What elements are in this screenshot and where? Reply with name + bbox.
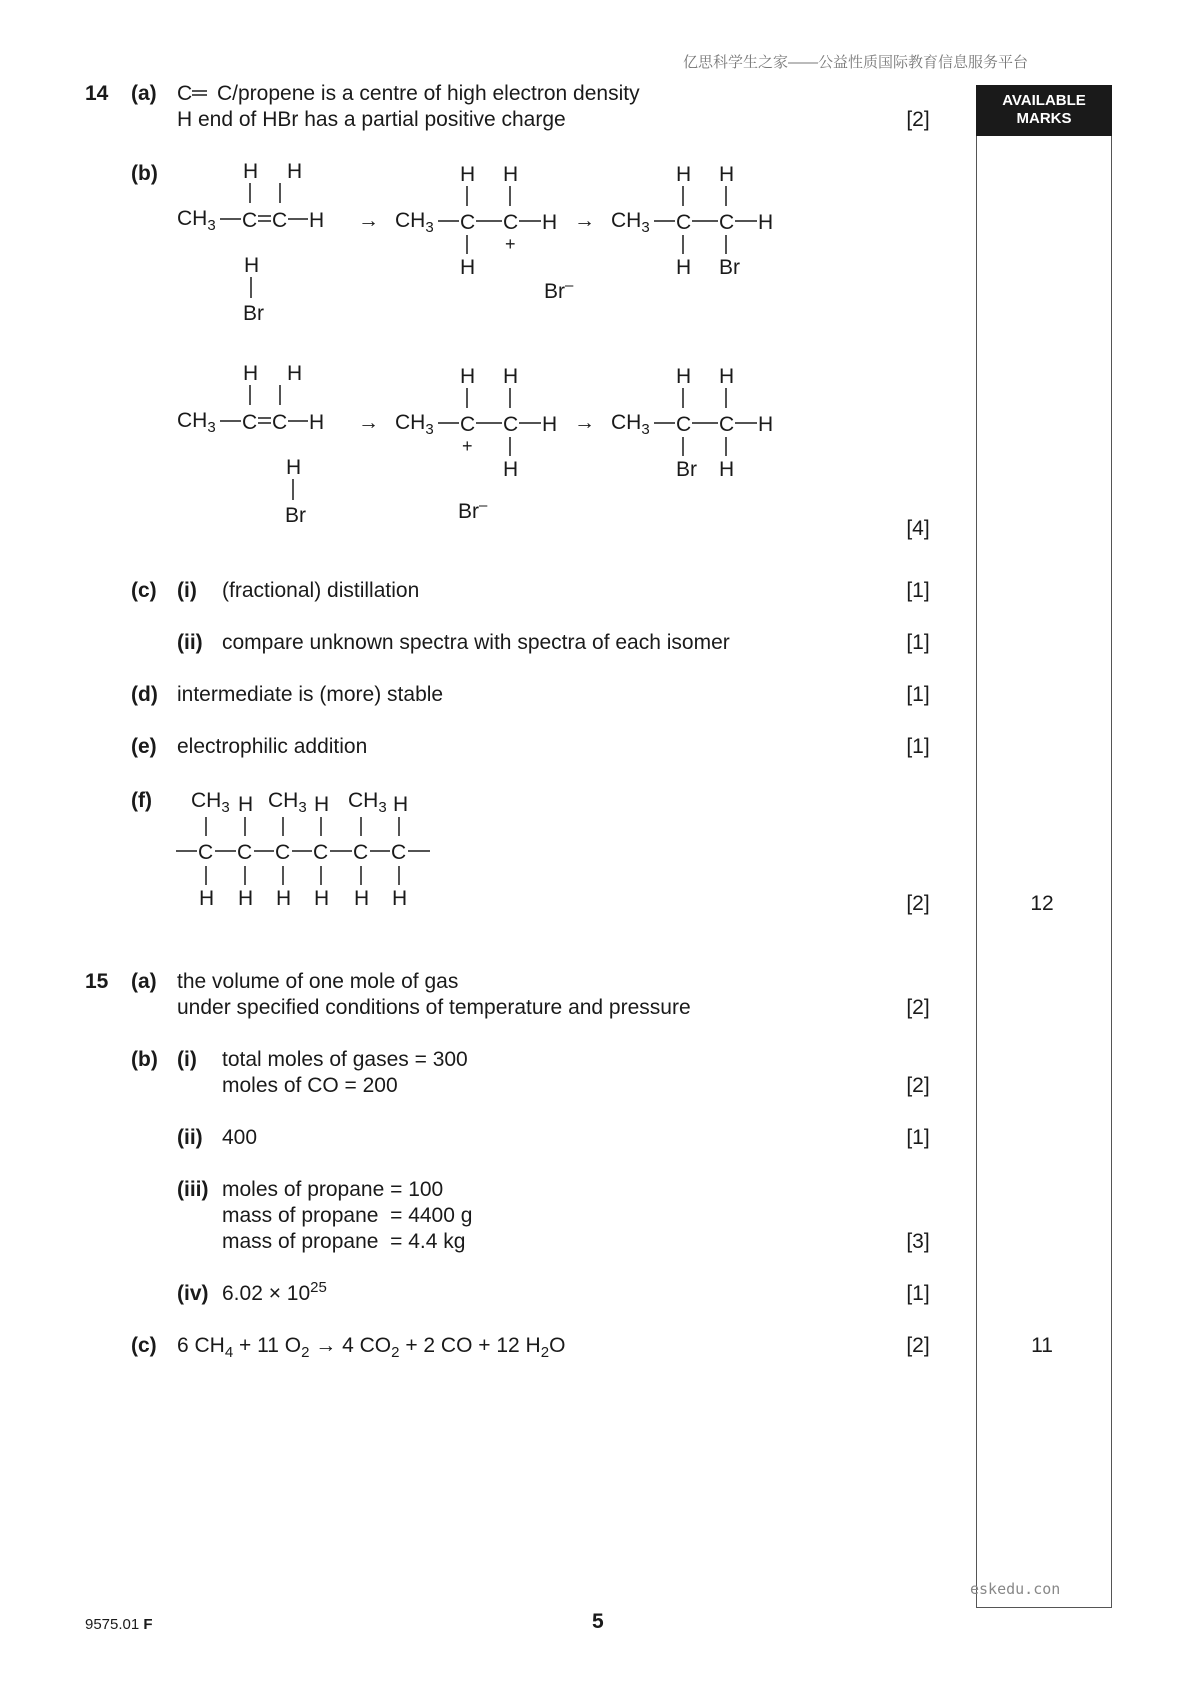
available-marks-column: [976, 85, 1112, 1608]
m2-int-h-right: H: [542, 413, 558, 436]
m1-h-top-1: H: [243, 160, 259, 183]
q14f-label: (f): [131, 789, 152, 812]
m2-prod-c-b: C: [719, 413, 735, 436]
poly-h-bottom-3: H: [276, 887, 292, 910]
q14d-label: (d): [131, 683, 158, 706]
q15b-iii-mark: [3]: [906, 1230, 930, 1253]
m1-int-h-top-2: H: [503, 163, 519, 186]
m2-c-a: C: [242, 411, 258, 434]
poly-c3: C: [275, 841, 291, 864]
m2-h-top-1: H: [243, 362, 259, 385]
m1-int-c-b: C: [503, 211, 519, 234]
available-marks-header-line1: AVAILABLE: [1002, 92, 1086, 109]
q15b-iii-line1: moles of propane = 100: [222, 1178, 444, 1201]
m1-prod-h-top-2: H: [719, 163, 735, 186]
q14a-label: (a): [131, 82, 157, 105]
poly-h-top-2: H: [238, 793, 254, 816]
m2-prod-h-bottom: H: [719, 458, 735, 481]
m2-arrow-1: →: [358, 411, 379, 434]
footer-paper-code: 9575.01 F: [85, 1616, 153, 1633]
double-bond-left-c: C: [177, 83, 193, 103]
poly-ch3-1: $CH_3$: [191, 789, 230, 816]
q14a-line1-text: C/propene is a centre of high electron density: [217, 82, 640, 105]
m2-h-top-2: H: [287, 362, 303, 385]
poly-c5: C: [353, 841, 369, 864]
m1-hbr-h: H: [244, 254, 260, 277]
poly-h-bottom-5: H: [354, 887, 370, 910]
m1-prod-br: Br: [719, 256, 740, 279]
q15a-mark: [2]: [906, 996, 930, 1019]
m2-prod-h-top-2: H: [719, 365, 735, 388]
m1-ch3-3: $CH_3$: [611, 209, 650, 236]
q15-total-marks: 11: [1031, 1334, 1053, 1357]
q15b-iv-text: [222, 1281, 327, 1307]
q14e-label: (e): [131, 735, 157, 758]
q14b-mechanism-1: [170, 150, 790, 320]
q15b-iv-mark: [1]: [906, 1282, 930, 1305]
q14b-mechanism-2: [170, 352, 790, 527]
poly-h-bottom-2: H: [238, 887, 254, 910]
q14f-mark: [2]: [906, 892, 930, 915]
m1-hbr-br: Br: [243, 302, 264, 320]
question-15-number: 15: [85, 970, 109, 993]
m2-c-b: C: [272, 411, 288, 434]
m2-hbr-h: H: [286, 456, 302, 479]
q14e-mark: [1]: [906, 735, 930, 758]
poly-h-bottom-6: H: [392, 887, 408, 910]
poly-c6: C: [391, 841, 407, 864]
q15a-label: (a): [131, 970, 157, 993]
m2-hbr-br: Br: [285, 504, 306, 527]
q15a-line2: under specified conditions of temperature and pressure: [177, 996, 691, 1019]
m1-h-top-2: H: [287, 160, 303, 183]
m2-int-c-b: C: [503, 413, 519, 436]
q15b-label: (b): [131, 1048, 158, 1071]
m2-prod-h-right: H: [758, 413, 774, 436]
poly-h-top-4: H: [314, 793, 330, 816]
q15b-iv-base: 6.02 × 10: [222, 1282, 311, 1305]
q14d-mark: [1]: [906, 683, 930, 706]
m2-int-h-bottom: H: [503, 458, 519, 481]
m2-int-c-a: C: [460, 413, 476, 436]
m2-h-right-1: H: [309, 411, 325, 434]
q15b-iv-exponent: 25: [310, 1279, 327, 1296]
q15b-iii-line2: mass of propane = 4400 g: [222, 1204, 473, 1227]
poly-ch3-3: $CH_3$: [268, 789, 307, 816]
q15b-ii-mark: [1]: [906, 1126, 930, 1149]
q14b-label: (b): [131, 162, 158, 185]
m1-arrow-2: →: [574, 209, 595, 232]
q15b-i-line2: moles of CO = 200: [222, 1074, 398, 1097]
q15b-iii-line3: mass of propane = 4.4 kg: [222, 1230, 466, 1253]
q14e-text: electrophilic addition: [177, 735, 368, 758]
m1-arrow-1: →: [358, 209, 379, 232]
q15b-iv-label: (iv): [177, 1282, 209, 1305]
m2-int-h-top-1: H: [460, 365, 476, 388]
poly-c2: C: [237, 841, 253, 864]
q15b-i-label: (i): [177, 1048, 197, 1071]
q15c-label: (c): [131, 1334, 157, 1357]
poly-h-bottom-4: H: [314, 887, 330, 910]
q14c-label: (c): [131, 579, 157, 602]
q14d-text: intermediate is (more) stable: [177, 683, 444, 706]
m1-c-b: C: [272, 209, 288, 232]
q14-total-marks: 12: [1030, 892, 1054, 915]
available-marks-header-line2: MARKS: [1016, 110, 1072, 127]
m1-h-right-1: H: [309, 209, 325, 232]
q14c-i-label: (i): [177, 579, 197, 602]
m2-ch3-1: $CH_3$: [177, 409, 216, 436]
m2-prod-c-a: C: [676, 413, 692, 436]
m2-ch3-3: $CH_3$: [611, 411, 650, 438]
q14f-polymer-structure: [170, 783, 490, 913]
q15b-ii-label: (ii): [177, 1126, 203, 1149]
q14a-mark: [2]: [906, 108, 930, 131]
m1-prod-c-b: C: [719, 211, 735, 234]
m2-int-h-top-2: H: [503, 365, 519, 388]
poly-h-bottom-1: H: [199, 887, 215, 910]
q14c-ii-text: compare unknown spectra with spectra of each isomer: [222, 631, 730, 654]
q15b-iii-label: (iii): [177, 1178, 209, 1201]
page-number: 5: [592, 1610, 604, 1633]
q14b-mark: [4]: [906, 517, 930, 540]
m1-int-h-right: H: [542, 211, 558, 234]
m1-prod-h-top-1: H: [676, 163, 692, 186]
poly-h-top-6: H: [393, 793, 409, 816]
m1-c-a: C: [242, 209, 258, 232]
watermark-top: 亿思科学生之家——公益性质国际教育信息服务平台: [683, 54, 1029, 71]
available-marks-header: [976, 85, 1112, 136]
q14c-ii-mark: [1]: [906, 631, 930, 654]
m2-prod-h-top-1: H: [676, 365, 692, 388]
watermark-bottom: eskedu.con: [970, 1580, 1061, 1598]
m2-arrow-2: →: [574, 411, 595, 434]
q15c-mark: [2]: [906, 1334, 930, 1357]
m1-int-h-bottom: H: [460, 256, 476, 279]
m2-int-plus: +: [462, 436, 473, 456]
q14a-line2: H end of HBr has a partial positive charge: [177, 108, 566, 131]
q14c-i-text: (fractional) distillation: [222, 579, 420, 602]
q15b-i-line1: total moles of gases = 300: [222, 1048, 468, 1071]
q14a-line1: [177, 81, 640, 107]
m1-prod-c-a: C: [676, 211, 692, 234]
m2-br-ion: Br–: [458, 497, 488, 523]
m2-ch3-2: $CH_3$: [395, 411, 434, 438]
q15b-i-mark: [2]: [906, 1074, 930, 1097]
double-bond-cc: [177, 83, 217, 103]
poly-ch3-5: $CH_3$: [348, 789, 387, 816]
m1-int-h-top-1: H: [460, 163, 476, 186]
q14c-i-mark: [1]: [906, 579, 930, 602]
m1-int-plus: +: [505, 234, 516, 254]
m2-prod-br: Br: [676, 458, 697, 481]
poly-c4: C: [313, 841, 329, 864]
m1-ch3-1: $CH_3$: [177, 207, 216, 234]
m1-br-ion: Br–: [544, 277, 574, 303]
q15a-line1: the volume of one mole of gas: [177, 970, 459, 993]
m1-ch3-2: $CH_3$: [395, 209, 434, 236]
poly-c1: C: [198, 841, 214, 864]
q14c-ii-label: (ii): [177, 631, 203, 654]
m1-prod-h-right: H: [758, 211, 774, 234]
question-14-number: 14: [85, 82, 109, 105]
q15b-ii-text: 400: [222, 1126, 258, 1149]
q15c-equation: 6 $CH_4 + 11$ $O_2 \to 4$ $CO_2 + 2$ CO + 12 $H_2O$: [177, 1334, 566, 1362]
m1-prod-h-bottom: H: [676, 256, 692, 279]
m1-int-c-a: C: [460, 211, 476, 234]
